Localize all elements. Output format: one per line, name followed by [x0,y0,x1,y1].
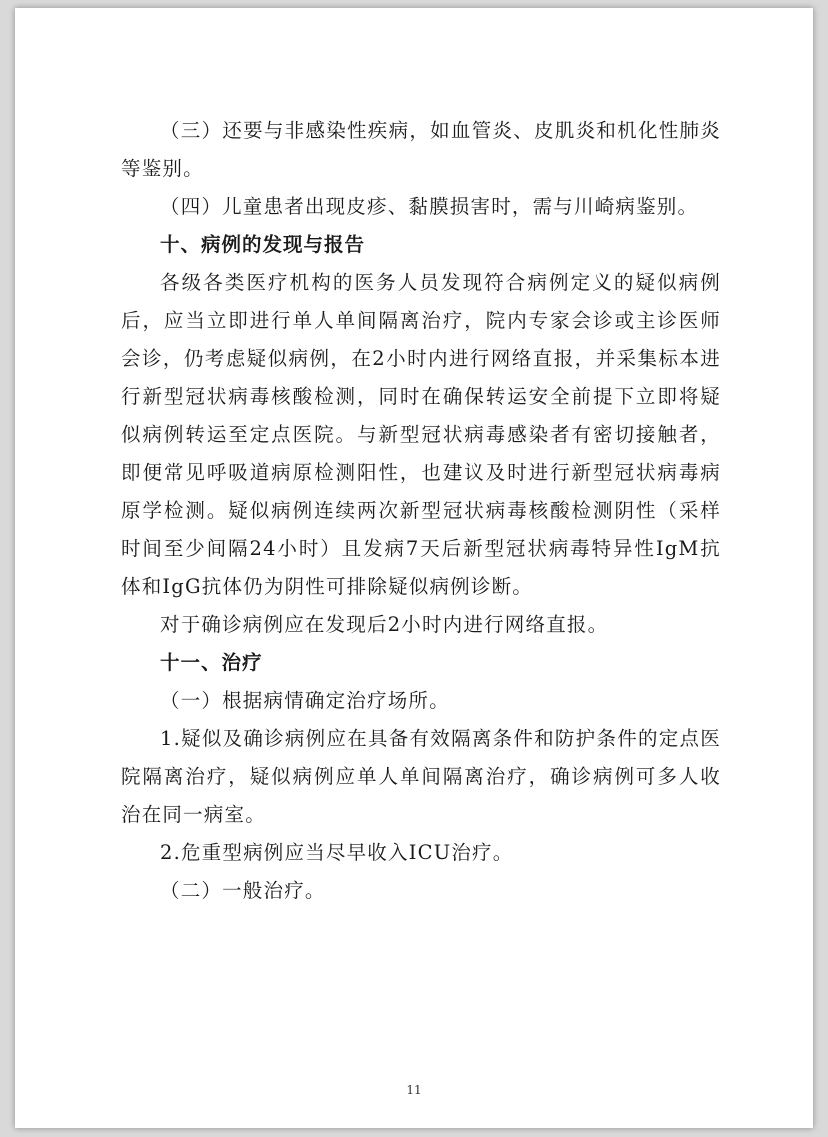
section-heading-case-report: 十、病例的发现与报告 [160,233,366,256]
paragraph-isolation: 1.疑似及确诊病例应在具备有效隔离条件和防护条件的定点医院隔离治疗，疑似病例应单人单间隔离治疗，确诊病例可多人收治在同一病室。 [121,727,721,826]
page-number: 11 [406,1083,422,1097]
document-body [121,112,721,910]
paragraph-differential-3: （三）还要与非感染性疾病，如血管炎、皮肌炎和机化性肺炎等鉴别。 [121,119,721,180]
paragraph-differential-4: （四）儿童患者出现皮疹、黏膜损害时，需与川崎病鉴别。 [160,195,699,218]
paragraph-general-treatment: （二）一般治疗。 [160,879,326,902]
paragraph-treatment-place: （一）根据病情确定治疗场所。 [160,689,450,712]
paragraph-icu: 2.危重型病例应当尽早收入ICU治疗。 [160,841,514,864]
paragraph-confirmed-report: 对于确诊病例应在发现后2小时内进行网络直报。 [160,613,609,636]
section-heading-treatment: 十一、治疗 [160,651,263,674]
document-page [15,8,813,1128]
paragraph-case-report: 各级各类医疗机构的医务人员发现符合病例定义的疑似病例后，应当立即进行单人单间隔离治疗，院内专家会诊或主诊医师会诊，仍考虑疑似病例，在2小时内进行网络直报，并采集标本进行新型冠状病毒核酸检测，同时在确保转运安全前提下立即将疑似病例转运至定点医院。与新型冠状病毒感染者有密切接触者，即便常见呼吸道病原检测阳性，也建议及时进行新型冠状病毒病原学检测。疑似病例连续两次新型冠状病毒核酸检测阴性（采样时间至少间隔24小时）且发病7天后新型冠状病毒特异性IgM抗体和IgG抗体仍为阴性可排除疑似病例诊断。 [121,271,721,598]
